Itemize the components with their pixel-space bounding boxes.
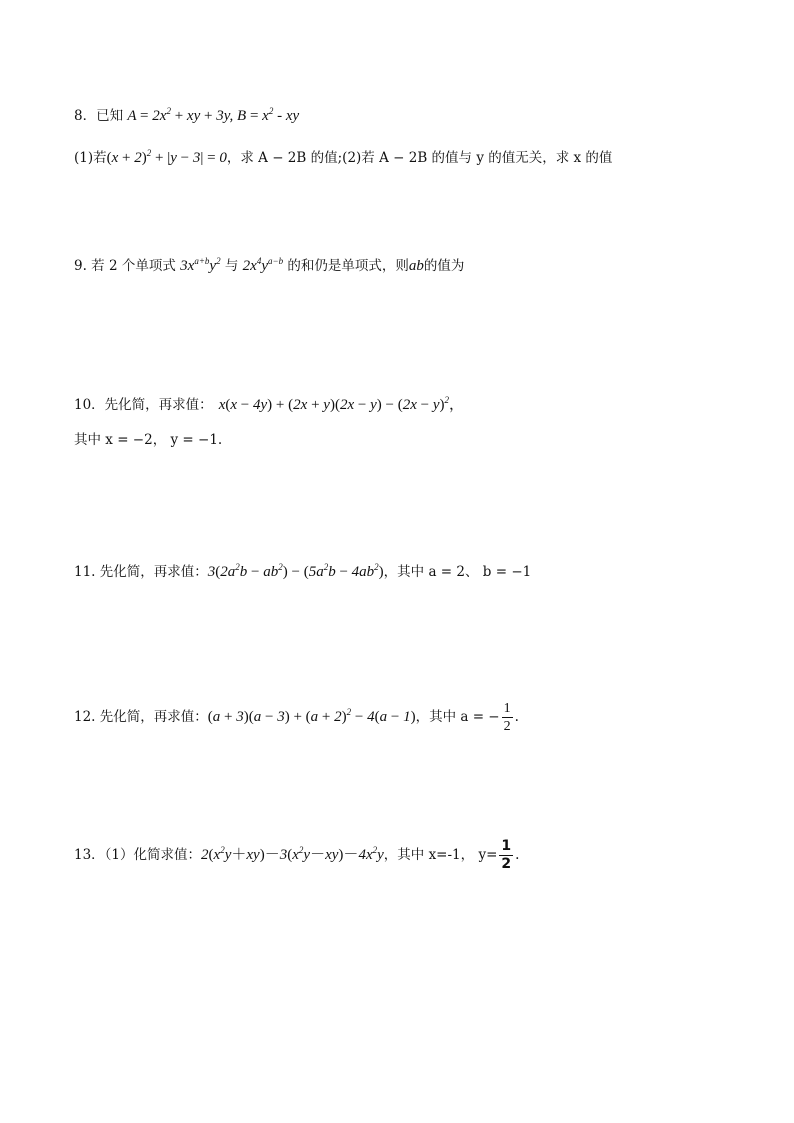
q9-and: 与 bbox=[224, 258, 239, 274]
q8-number: 8．已知 bbox=[74, 108, 128, 124]
q8-part2: (2)若 A − 2B 的值与 y 的值无关，求 x 的值 bbox=[342, 150, 613, 166]
q12-condition: ，其中 a = − bbox=[415, 709, 500, 725]
q13-fraction bbox=[499, 838, 513, 873]
q8-part1-label: (1)若 bbox=[74, 150, 107, 166]
q12-label: 12. 先化简，再求值： bbox=[74, 709, 208, 725]
q8-part1-ask: ，求 A − 2B 的值; bbox=[226, 150, 343, 166]
question-8-line-1 bbox=[74, 106, 299, 126]
q9-end: 的值为 bbox=[423, 258, 465, 274]
q13-period: . bbox=[515, 847, 520, 863]
q13-numerator: 1 bbox=[501, 838, 512, 854]
q12-numerator: 1 bbox=[503, 701, 511, 716]
q12-fraction bbox=[502, 700, 513, 735]
question-9 bbox=[74, 256, 464, 276]
q10-label: 10．先化简，再求值： bbox=[74, 397, 213, 413]
q8-given: $A = 2x^2$ + xy + 3y, $B = x^2$ - xy bbox=[127, 106, 300, 124]
q9-prefix: 9. 若 2 个单项式 bbox=[74, 258, 176, 274]
question-13 bbox=[74, 838, 519, 873]
q11-expression: $3(2a^2b - ab^2) - (5a^2b - 4ab^2)$ bbox=[207, 562, 384, 580]
q13-expression: $2(x^2y+xy)-3(x^2y-xy)-4x^2y$ bbox=[201, 845, 384, 863]
q9-monomial-1: $3x^{a+b}y^2$ bbox=[180, 256, 221, 274]
q12-expression: $(a + 3)(a - 3) + (a + 2)^2 - 4(a - 1)$ bbox=[207, 707, 416, 725]
q13-denominator: 2 bbox=[501, 856, 512, 872]
question-12 bbox=[74, 700, 519, 735]
q9-ab: ab bbox=[408, 258, 424, 274]
question-10-line-2 bbox=[74, 430, 222, 450]
q10-expression: $x(x - 4y) + (2x + y)(2x - y) - (2x - y)^2$， bbox=[218, 395, 465, 413]
q13-label: 13．（1）化简求值： bbox=[74, 847, 202, 863]
q12-denominator: 2 bbox=[503, 719, 511, 734]
question-8-line-2 bbox=[74, 148, 612, 168]
q12-period: . bbox=[514, 709, 519, 725]
q9-suffix: 的和仍是单项式，则 bbox=[287, 258, 409, 274]
q9-monomial-2: $2x^4y^{a-b}$ bbox=[242, 256, 284, 274]
q10-condition: 其中 x = −2， y = −1. bbox=[74, 432, 223, 448]
q11-condition: ，其中 a = 2、 b = −1 bbox=[383, 564, 532, 580]
q13-condition: ，其中 x=-1， y= bbox=[383, 847, 498, 863]
q8-condition: $(x + 2)^2 + |y - 3| = 0$ bbox=[106, 148, 227, 166]
question-10-line-1 bbox=[74, 395, 464, 415]
q11-label: 11. 先化简，再求值： bbox=[74, 564, 208, 580]
question-11 bbox=[74, 562, 531, 582]
